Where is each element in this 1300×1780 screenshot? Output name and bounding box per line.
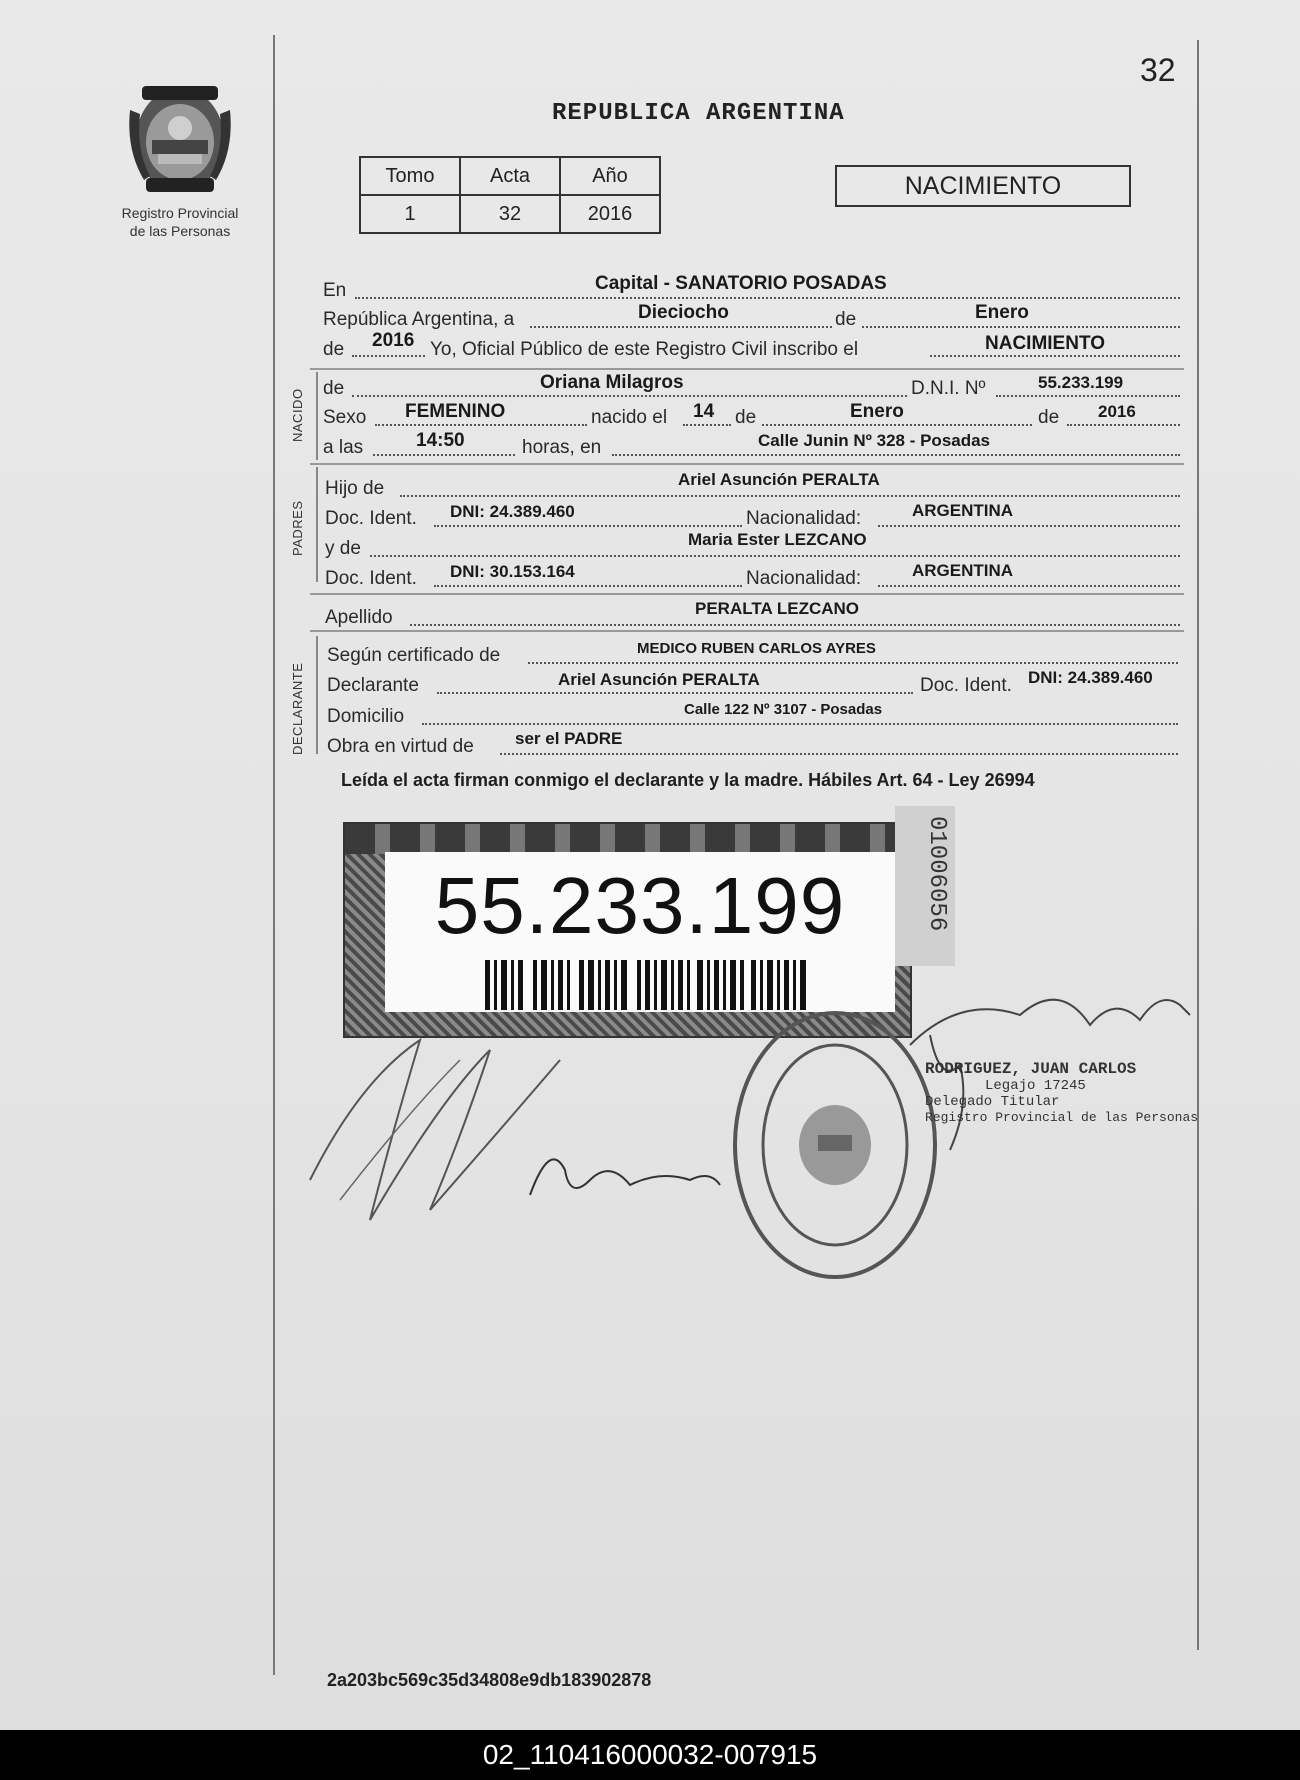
field-month: Enero	[975, 302, 1029, 323]
field-birth-time: 14:50	[416, 430, 465, 451]
official-office: Registro Provincial de las Personas	[925, 1110, 1199, 1125]
official-stamp-icon	[728, 1005, 943, 1285]
dots-mother-dni	[434, 585, 742, 587]
field-surname: PERALTA LEZCANO	[695, 599, 860, 618]
dots-certificate	[528, 662, 1178, 664]
nacido-bracket	[316, 372, 318, 460]
field-act-type: NACIMIENTO	[985, 333, 1105, 354]
footer-bar	[0, 1730, 1300, 1780]
signature-scribbles-icon	[300, 1020, 750, 1240]
registry-table	[359, 156, 661, 234]
dots-birth-month	[762, 424, 1032, 426]
field-mother-nat: ARGENTINA	[912, 561, 1014, 580]
province-logo	[110, 80, 250, 239]
field-father-nat: ARGENTINA	[912, 501, 1014, 520]
label-declarante: Declarante	[327, 675, 419, 696]
label-apellido: Apellido	[325, 607, 393, 628]
field-day-text: Dieciocho	[638, 302, 729, 323]
label-doc-ident-father: Doc. Ident.	[325, 508, 417, 529]
closing-statement: Leída el acta firman conmigo el declarante y la madre. Hábiles Art. 64 - Ley 26994	[341, 770, 1035, 790]
label-de-birth-month: de	[735, 407, 757, 428]
sticker-label	[385, 852, 895, 1012]
dots-father-dni	[434, 525, 742, 527]
field-child-name: Oriana Milagros	[540, 372, 684, 393]
label-de-name: de	[323, 378, 345, 399]
dots-surname	[410, 624, 1180, 626]
right-margin-line	[1197, 40, 1199, 1650]
page-number: 32	[1140, 52, 1176, 88]
sticker-serial-number: 01006056	[923, 816, 950, 932]
field-address: Calle 122 Nº 3107 - Posadas	[684, 701, 883, 718]
label-hijo-de: Hijo de	[325, 478, 385, 499]
field-father-dni: DNI: 24.389.460	[450, 502, 575, 521]
dots-child-name	[352, 395, 907, 397]
label-obra-en-virtud: Obra en virtud de	[327, 736, 474, 757]
official-stamp-text	[925, 1060, 1198, 1125]
dots-birth-year	[1067, 424, 1180, 426]
side-label-padres: PADRES	[290, 500, 305, 556]
dots-father	[400, 495, 1180, 497]
label-nacionalidad-father: Nacionalidad:	[746, 508, 862, 529]
dots-sex	[375, 424, 587, 426]
sticker-pattern	[345, 824, 910, 854]
declarante-bracket	[316, 636, 318, 754]
label-en: En	[323, 280, 347, 301]
dots-address	[422, 723, 1178, 725]
field-birth-place: Calle Junin Nº 328 - Posadas	[758, 431, 991, 450]
registry-value-row	[360, 195, 660, 233]
field-mother-dni: DNI: 30.153.164	[450, 562, 575, 581]
label-segun-certificado: Según certificado de	[327, 645, 501, 666]
label-de-year: de	[323, 339, 345, 360]
field-year: 2016	[372, 330, 415, 351]
label-y-de: y de	[325, 538, 361, 559]
label-doc-ident-mother: Doc. Ident.	[325, 568, 417, 589]
field-birth-year: 2016	[1098, 402, 1136, 421]
barcode-icon	[485, 960, 825, 1010]
official-name: RODRIGUEZ, JUAN CARLOS	[925, 1060, 1137, 1078]
dots-mother-nat	[878, 585, 1180, 587]
label-dni: D.N.I. Nº	[911, 378, 986, 399]
field-declarant-dni: DNI: 24.389.460	[1028, 668, 1153, 687]
official-legajo: Legajo 17245	[985, 1078, 1086, 1094]
sticker-dni-number: 55.233.199	[434, 861, 846, 950]
dots-month	[862, 326, 1180, 328]
label-a-las: a las	[323, 437, 364, 458]
registry-header-ano: Año	[560, 157, 660, 195]
official-role: Delegado Titular	[925, 1094, 1060, 1110]
document-hash: 2a203bc569c35d34808e9db183902878	[327, 1670, 652, 1690]
side-label-nacido: NACIDO	[290, 388, 305, 442]
dots-declarant	[437, 692, 913, 694]
dots-act-type	[930, 355, 1180, 357]
dots-child-dni	[996, 395, 1180, 397]
label-yo-oficial: Yo, Oficial Público de este Registro Civil inscribo el	[430, 339, 859, 360]
registry-value-tomo: 1	[360, 195, 460, 233]
footer-file-id: 02_110416000032-007915	[482, 1739, 818, 1770]
label-nacionalidad-mother: Nacionalidad:	[746, 568, 862, 589]
field-capacity: ser el PADRE	[515, 729, 623, 748]
label-de-month: de	[835, 309, 857, 330]
dots-birth-place	[612, 454, 1180, 456]
dots-mother	[370, 555, 1180, 557]
label-domicilio: Domicilio	[327, 706, 405, 727]
dots-capacity	[500, 753, 1178, 755]
separator-nacido	[310, 368, 1184, 370]
field-declarant: Ariel Asunción PERALTA	[558, 670, 760, 689]
label-de-birth-year: de	[1038, 407, 1060, 428]
left-margin-line	[273, 35, 275, 1675]
dots-birth-time	[373, 454, 515, 456]
logo-caption-line2: de las Personas	[129, 223, 231, 239]
sticker-serial	[895, 806, 955, 966]
dots-place	[355, 297, 1180, 299]
field-birth-month: Enero	[850, 401, 904, 422]
registry-header-tomo: Tomo	[360, 157, 460, 195]
registry-value-acta: 32	[460, 195, 560, 233]
dots-birth-day	[683, 424, 731, 426]
field-father: Ariel Asunción PERALTA	[678, 470, 880, 489]
separator-apellido	[310, 593, 1184, 595]
label-horas-en: horas, en	[522, 437, 602, 458]
registry-value-ano: 2016	[560, 195, 660, 233]
registry-header-acta: Acta	[460, 157, 560, 195]
label-nacido-el: nacido el	[591, 407, 668, 428]
label-republica: República Argentina, a	[323, 309, 515, 330]
logo-caption-line1: Registro Provincial	[121, 205, 239, 221]
padres-bracket	[316, 467, 318, 582]
field-sex: FEMENINO	[405, 401, 506, 422]
side-label-declarante: DECLARANTE	[290, 662, 305, 755]
field-birth-day: 14	[693, 401, 715, 422]
coat-of-arms-icon	[120, 80, 240, 198]
label-sexo: Sexo	[323, 407, 367, 428]
field-certificate: MEDICO RUBEN CARLOS AYRES	[637, 640, 876, 657]
registry-header-row	[360, 157, 660, 195]
field-place: Capital - SANATORIO POSADAS	[595, 273, 887, 294]
document-title: REPUBLICA ARGENTINA	[552, 100, 845, 127]
dots-day	[530, 326, 832, 328]
dots-father-nat	[878, 525, 1180, 527]
separator-padres	[310, 463, 1184, 465]
separator-declarante	[310, 630, 1184, 632]
field-child-dni: 55.233.199	[1038, 373, 1124, 392]
label-doc-ident-declarant: Doc. Ident.	[920, 675, 1012, 696]
dots-year	[352, 355, 425, 357]
act-type-box: NACIMIENTO	[835, 165, 1131, 207]
field-mother: Maria Ester LEZCANO	[688, 530, 867, 549]
